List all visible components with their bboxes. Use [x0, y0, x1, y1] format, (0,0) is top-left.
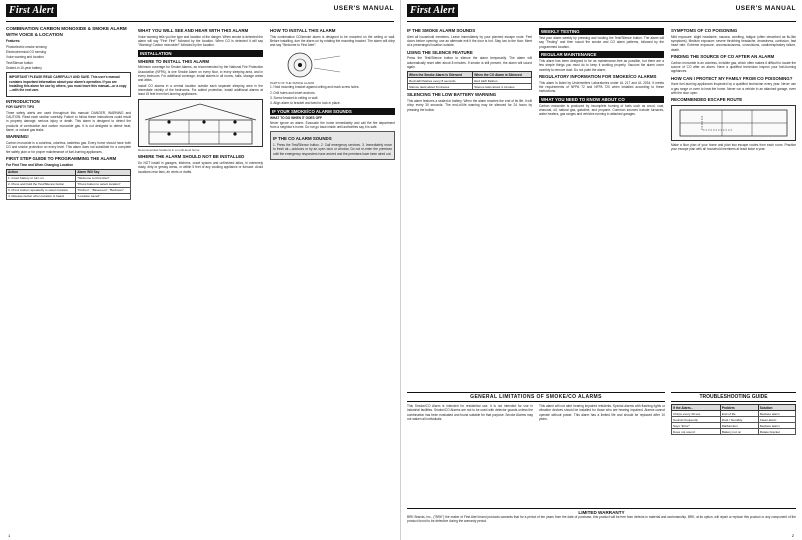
limited-warranty-heading: LIMITED WARRANTY — [578, 510, 625, 515]
introduction-text: Three safety alerts are used throughout this manual: DANGER, WARNING and CAUTION. Read each section carefully. Failure to follow these instructions could result in property damage, serious injury or death. This alarm is designed to detect the products of combustion and carbon monoxide gas. It is not designed to detect heat, flame, or natural gas leaks. — [6, 110, 131, 132]
right-column-2 — [539, 26, 664, 390]
where-heading: WHERE TO INSTALL THIS ALARM — [138, 58, 210, 64]
install-step: 1. Hold mounting bracket against ceiling and mark screw holes. — [270, 85, 360, 90]
manual-title: USER'S MANUAL — [333, 5, 394, 12]
mount-heading: HOW TO INSTALL THIS ALARM — [270, 28, 336, 33]
feature-item: Voice warning and location — [6, 55, 44, 60]
table-cell: Sounds frequently — [672, 417, 721, 423]
escape-route-heading: RECOMMENDED ESCAPE ROUTE — [671, 97, 743, 103]
manual-page-right — [401, 0, 802, 540]
protect-heading: HOW CAN I PROTECT MY FAMILY FROM CO POISONING? — [671, 75, 793, 81]
floor-plan-icon — [672, 106, 795, 140]
troubleshooting-section — [671, 392, 796, 506]
introduction-heading: INTRODUCTION — [6, 98, 40, 104]
table-cell: Says "Error" — [672, 423, 721, 429]
installation-heading: INSTALLATION — [138, 50, 263, 57]
co-knowledge-heading: WHAT YOU NEED TO KNOW ABOUT CO — [539, 96, 664, 103]
install-step: 3. Screw bracket to ceiling or wall. — [270, 95, 319, 100]
low-battery-text: This alarm features a sealed-in battery. When the alarm reaches the end of its life, it will chirp every 30 seconds. The end-of-life warning may be silenced for 24 hours by pressing the button. — [407, 99, 532, 112]
silence-heading: USING THE SILENCE FEATURE — [407, 49, 473, 55]
table-cell: Silence lasts about 8 minutes — [408, 84, 473, 90]
page-number: 1 — [8, 533, 11, 538]
co-source-text: Carbon monoxide is an odorless, invisible gas, which often makes it difficult to locate the source of CO after an alarm. Have a qualified technician inspect your fuel-burning appliances. — [671, 60, 796, 74]
smoke-sounds-text: Alert all household members. Leave immediately by your planned escape route. Feel doors before opening; use an alternate exit if the door is hot. Stay low to the floor. Meet at a prearranged location outside. — [407, 34, 532, 48]
setup-heading: FIRST STEP GUIDE TO PROGRAMMING THE ALARM — [6, 155, 117, 161]
alarm-sounds-text: Never ignore an alarm. Evacuate the home immediately and call the fire department from a neighbor's home. Do not go back inside until authorities say it is safe. — [270, 120, 395, 130]
table-cell: Malfunction — [720, 423, 758, 429]
weekly-testing-text: Test your alarm weekly by pressing and holding the Test/Silence button. The alarm will say "Testing" and then sound the smoke and CO alarm patterns, followed by the programmed location. — [539, 36, 664, 49]
introduction-subheading: FOR SAFETY TIPS — [6, 105, 35, 110]
table-cell: End of life — [720, 411, 758, 417]
table-cell: Dust / humidity — [720, 417, 758, 423]
table-cell: 4. Release button when location is heard — [7, 193, 76, 199]
house-diagram-caption: Recommended locations in a multi-level home — [138, 147, 200, 152]
install-step: 2. Drill holes and insert anchors. — [270, 90, 316, 95]
table-cell: Battery not on — [720, 429, 758, 435]
house-diagram — [138, 99, 263, 147]
co-alarm-text: 1. Press the Test/Silence button. 2. Call emergency services. 3. Immediately move to fresh air—outdoors or by an open door or window. Do not re-enter the premises until the emergency responders have arrived and the premises have been aired out. — [273, 143, 392, 156]
silence-text: Press the Test/Silence button to silence the alarm temporarily. The alarm will automatically reset after about 8 minutes. If smoke is still present, the alarm will sound again. — [407, 56, 532, 69]
troubleshooting-heading: TROUBLESHOOTING GUIDE — [671, 392, 796, 402]
troubleshooting-table — [671, 404, 796, 435]
table-header: Problem — [720, 405, 758, 411]
protect-text: Have fuel-burning appliances inspected by a qualified technician every year. Never use a gas range or oven to heat the home. Never run a vehicle in an attached garage, even with the door open. — [671, 82, 796, 95]
co-knowledge-text: Carbon monoxide is produced by incomplete burning of fuels such as wood, coal, charcoal, oil, natural gas, gasoline, and propane. Common sources include furnaces, water heaters, gas ranges and vehicles running in attached garages. — [539, 103, 664, 117]
right-column-3 — [671, 26, 796, 390]
mount-text: This combination CO/smoke alarm is designed to be mounted on the ceiling or wall. Before installing, turn the alarm on by rotating the mounting bracket. The alarm will chirp and say "Welcome to First Alert". — [270, 34, 395, 48]
not-install-heading: WHERE THE ALARM SHOULD NOT BE INSTALLED — [138, 154, 245, 160]
co-alarm-heading: IF THE CO ALARM SOUNDS — [273, 136, 332, 142]
install-step: 4. Align alarm to bracket and twist to lock in place. — [270, 101, 341, 106]
setup-table — [6, 169, 131, 200]
manual-title: USER'S MANUAL — [735, 5, 796, 12]
general-limitations-text-2: This alarm will not alert hearing impaired residents. Special alarms with flashing lights or vibration devices should be installed for those who are hearing impaired. Alarms cannot operate without power. This alarm has a limited life and should be replaced after 10 years. — [539, 404, 665, 421]
table-cell: Rotate bracket — [758, 429, 795, 435]
house-outline-icon — [139, 100, 262, 146]
table-header: If the Alarm... — [672, 405, 721, 411]
low-battery-heading: SILENCING THE LOW BATTERY WARNING — [407, 92, 497, 98]
table-cell: Chirps every 30 sec — [672, 411, 721, 417]
regulatory-heading: REGULATORY INFORMATION FOR SMOKE/CO ALARMS — [539, 73, 657, 79]
left-column-1 — [6, 26, 131, 528]
symptoms-text: Mild exposure: slight headache, nausea, vomiting, fatigue (often described as flu-like symptoms). Medium exposure: severe throbbing headache, drowsiness, confusion, fast heart rate. Extreme exposure: unconsciousness, convulsions, cardiorespiratory failure, death. — [671, 34, 796, 52]
table-cell: Does not sound — [672, 429, 721, 435]
left-column-2 — [138, 26, 263, 528]
important-notice-text: IMPORTANT! PLEASE READ CAREFULLY AND SAVE. This user's manual contains important information about your alarm's operation. If you are installing this alarm for use by others, you must leave this manual—or a copy—with the end user. — [9, 75, 127, 93]
left-column-3 — [270, 26, 395, 528]
table-header: Alarm Will Say — [76, 169, 131, 175]
warning-text: Carbon monoxide is a colorless, odorless, tasteless gas. Every home should have both CO and smoke protection on every level. This alarm does not substitute for a complete fire safety plan or for proper maintenance of fuel-burning appliances. — [6, 140, 131, 154]
table-header: When the Smoke Alarm is Silenced — [408, 72, 473, 78]
page-number: 2 — [791, 533, 794, 538]
silence-table — [407, 71, 532, 90]
alarm-sounds-subheading: WHAT TO DO WHEN IT GOES OFF — [270, 115, 322, 120]
weekly-testing-heading: WEEKLY TESTING — [539, 28, 664, 35]
co-alarm-box — [270, 131, 395, 160]
table-cell: 1. Insert battery or turn on — [7, 175, 76, 181]
table-row — [7, 193, 131, 199]
limited-warranty-section — [407, 508, 796, 532]
page-header — [6, 4, 394, 22]
features-heading: Features: — [6, 39, 21, 44]
page-header — [407, 4, 796, 22]
escape-route-diagram — [671, 105, 796, 141]
warning-label: WARNING! — [6, 134, 29, 140]
table-cell: 2. Press and hold the Test/Silence button — [7, 181, 76, 187]
limited-warranty-text: BRK Brands, Inc., ("BRK") the maker of First Alert brand products warrants that for a period of ten years from the date of purchase, this product will be free from defects in material and workmanship. BRK, at its option, will repair or replace this product or any component of the product found to be defective during the warranty period. — [407, 515, 796, 524]
table-cell: "Press button to select location" — [76, 181, 131, 187]
setup-subheading: For First Time and When Changing Location — [6, 162, 74, 167]
table-cell: "Welcome to First Alert" — [76, 175, 131, 181]
first-alert-logo: First Alert — [6, 4, 57, 17]
first-alert-logo: First Alert — [407, 4, 458, 17]
important-notice-box — [6, 72, 131, 96]
table-cell: Silence lasts about 4 minutes — [473, 84, 532, 90]
symptoms-heading: SYMPTOMS OF CO POISONING — [671, 28, 738, 33]
smoke-alarm-icon — [270, 50, 393, 80]
table-cell: Replace alarm — [758, 423, 795, 429]
feature-item: Sealed-in 10-year battery — [6, 66, 42, 71]
table-row — [408, 84, 532, 90]
alarm-parts-diagram — [270, 50, 395, 80]
feature-item: Test/Silence button — [6, 60, 33, 65]
where-text-2: Install CO alarms in a central location outside each separate sleeping area in the immediate vicinity of the bedrooms. For added protection, install additional alarms at least 15 feet from fuel-burning appliances. — [138, 83, 263, 97]
document-title: COMBINATION CARBON MONOXIDE & SMOKE ALARM WITH VOICE & LOCATION — [6, 26, 127, 37]
table-header: Action — [7, 169, 76, 175]
alarm-parts-caption: PARTS OF THE SMOKE ALARM — [270, 80, 315, 85]
co-source-heading: FINDING THE SOURCE OF CO AFTER AN ALARM — [671, 53, 775, 59]
table-cell: "Kitchen", "Basement", "Bedroom" — [76, 187, 131, 193]
table-cell: Red LED flashes every 8 seconds — [408, 78, 473, 84]
not-install-text: Do NOT install in garages, kitchens, crawl spaces and unfinished attics, in extremely dusty, dirty or greasy areas, or within 5 feet of any cooking appliance or furnace. Avoid locations near fans, air vents or drafts. — [138, 160, 263, 174]
table-cell: 3. Press button repeatedly to select location — [7, 187, 76, 193]
right-column-1 — [407, 26, 532, 390]
general-limitations-heading: GENERAL LIMITATIONS OF SMOKE/CO ALARMS — [407, 392, 665, 402]
voice-text: Voice warning tells you the type and location of the danger. When smoke is detected the alarm will say "Fire! Fire!" followed by the location. When CO is detected it will say "Warning! Carbon monoxide!" followed by the location. — [138, 34, 263, 48]
table-cell: Clean alarm — [758, 417, 795, 423]
general-limitations-text: This Smoke/CO Alarm is intended for residential use. It is not intended for use in industrial facilities. Smoke/CO Alarms are not to be used with detector guards unless the combination has been evaluated and found suitable for that purpose. Smoke Alarms may not waken all individuals. — [407, 404, 533, 421]
where-text: Minimum coverage for Smoke Alarms, as recommended by the National Fire Protection Association (NFPA), is one Smoke Alarm on every floor, in every sleeping area, and in every bedroom. For additional coverage, install alarms in all rooms, halls, storage areas and attics. — [138, 65, 263, 83]
table-cell: "Location saved" — [76, 193, 131, 199]
alarm-sounds-heading: IF YOUR SMOKE/CO ALARM SOUNDS — [270, 108, 395, 115]
maintenance-text: This alarm has been designed to be as maintenance-free as possible, but there are a few simple things you must do to keep it working properly. Vacuum the alarm cover monthly to remove dust. Do not paint the alarm. — [539, 58, 664, 72]
feature-item: Electrochemical CO sensing — [6, 50, 47, 55]
table-row — [672, 429, 796, 435]
maintenance-heading: REGULAR MAINTENANCE — [539, 51, 664, 58]
table-header: Solution — [758, 405, 795, 411]
feature-item: Photoelectric smoke sensing — [6, 44, 47, 49]
table-cell: Red LED flashes — [473, 78, 532, 84]
table-cell: Replace alarm — [758, 411, 795, 417]
general-limitations-section — [407, 392, 665, 506]
regulatory-text: This alarm is listed by Underwriters Laboratories under UL 217 and UL 2034. It meets the requirements of NFPA 72 and NFPA 720 when installed according to these instructions. — [539, 80, 664, 94]
escape-route-text: Make a floor plan of your home and plan two escape routes from each room. Practice your escape plan with all household members at least twice a year. — [671, 143, 796, 152]
table-header: When the CO Alarm is Silenced — [473, 72, 532, 78]
smoke-sounds-heading: IF THE SMOKE ALARM SOUNDS — [407, 28, 476, 33]
voice-heading: WHAT YOU WILL SEE AND HEAR WITH THIS ALARM — [138, 28, 249, 33]
